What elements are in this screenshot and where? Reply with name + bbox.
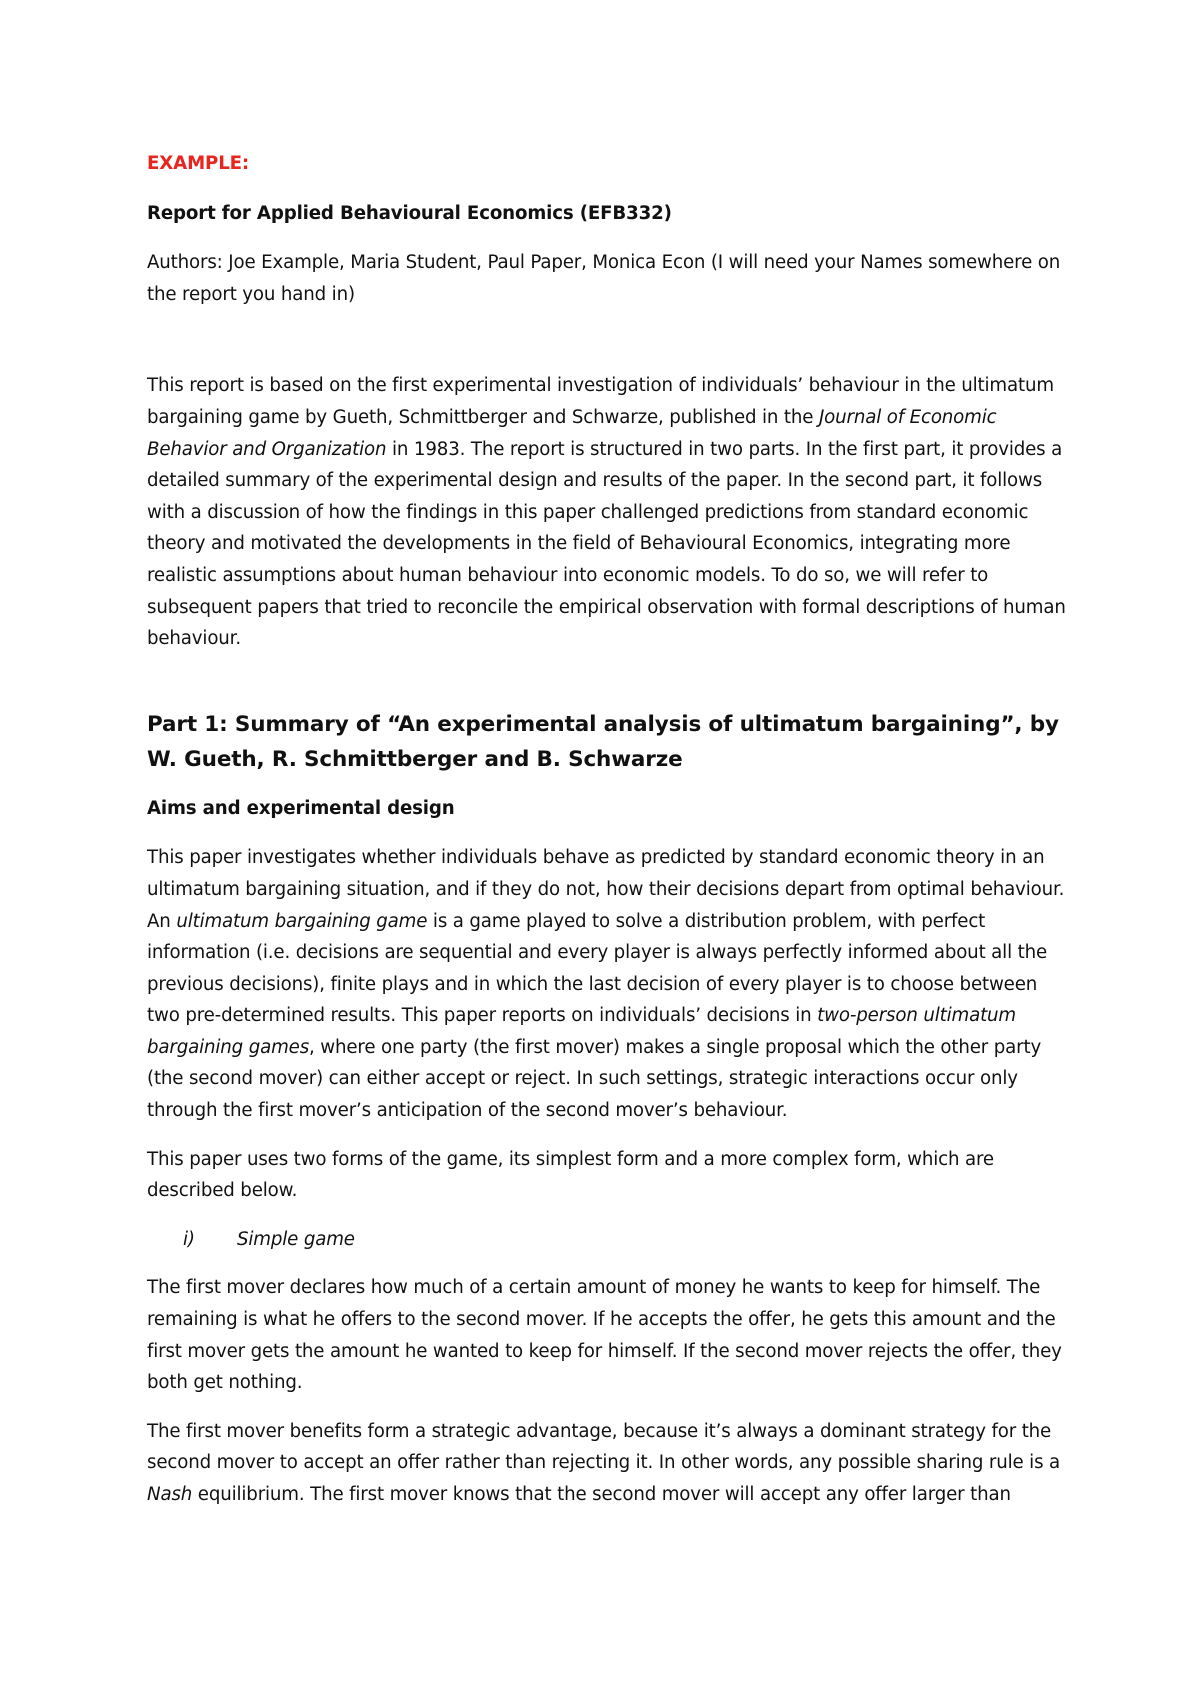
report-title: Report for Applied Behavioural Economics (EFB332): [147, 202, 672, 224]
aims-term-two-person: two-person ultimatum bargaining games: [147, 1005, 1016, 1058]
intro-paragraph: [147, 370, 1067, 654]
advantage-text-a: The first mover benefits form a strategic advantage, because it’s always a dominant strategy for the second mover to accept an offer rather than rejecting it. In other words, any possible sharing rule is a: [147, 1420, 1061, 1474]
advantage-paragraph: [147, 1416, 1067, 1511]
aims-text-e: , where one party (the first mover) makes a single proposal which the other party (the second mover) can either accept or reject. In such settings, strategic interactions occur only through the first mover’s anticipation of the second mover’s behaviour.: [147, 1036, 1042, 1122]
intro-text-start: This report is based on the first experimental investigation of individuals’ behaviour in the ultimatum bargaining game by Gueth, Schmittberger and Schwarze, published in the: [147, 375, 1054, 428]
list-item-label: Simple game: [237, 1228, 355, 1250]
advantage-text-c: equilibrium. The first mover knows that the second mover will accept any offer larger than: [192, 1484, 1011, 1505]
list-item-simple-game: [147, 1224, 1067, 1256]
document-body: [147, 148, 1067, 1528]
aims-text-c: is a game played to solve a distribution problem, with perfect information (i.e. decisions are sequential and every player is always perfectly informed about all the previous decisions), finite plays and in which the last decision of every player is to choose between two pre-determined results. This paper reports on individuals’ decisions in: [147, 910, 1048, 1027]
part1-heading: Part 1: Summary of “An experimental analysis of ultimatum bargaining”, by W. Gueth, R. Schmittberger and B. Schwarze: [147, 711, 1059, 772]
forms-paragraph: This paper uses two forms of the game, its simplest form and a more complex form, which are described below.: [147, 1148, 994, 1202]
example-label: EXAMPLE:: [147, 153, 250, 174]
aims-heading: Aims and experimental design: [147, 797, 455, 819]
aims-term-ultimatum: ultimatum bargaining game: [176, 910, 428, 932]
authors-line: Authors: Joe Example, Maria Student, Paul Paper, Monica Econ (I will need your Names somewhere on the report you hand in): [147, 252, 1061, 305]
simple-game-paragraph: The first mover declares how much of a certain amount of money he wants to keep for himself. The remaining is what he offers to the second mover. If he accepts the offer, he gets this amount and the first mover gets the amount he wanted to keep for himself. If the second mover rejects the offer, they both get nothing.: [147, 1277, 1062, 1394]
aims-text-a: This paper investigates whether individuals behave as predicted by standard economic theory in an ultimatum bargaining situation, and if they do not, how their decisions depart from optimal behaviour. An: [147, 847, 1065, 932]
intro-text-end: in 1983. The report is structured in two parts. In the first part, it provides a detailed summary of the experimental design and results of the paper. In the second part, it follows with a discussion of how the findings in this paper challenged predictions from standard economic theory and motivated the developments in the field of Behavioural Economics, integrating more realistic assumptions about human behaviour into economic models. To do so, we will refer to subsequent papers that tried to reconcile the empirical observation with formal descriptions of human behaviour.: [147, 438, 1066, 650]
list-marker: i): [183, 1228, 195, 1250]
aims-paragraph: [147, 842, 1067, 1126]
journal-name: Journal of Economic Behavior and Organization: [147, 406, 997, 460]
nash-term: Nash: [147, 1484, 193, 1505]
